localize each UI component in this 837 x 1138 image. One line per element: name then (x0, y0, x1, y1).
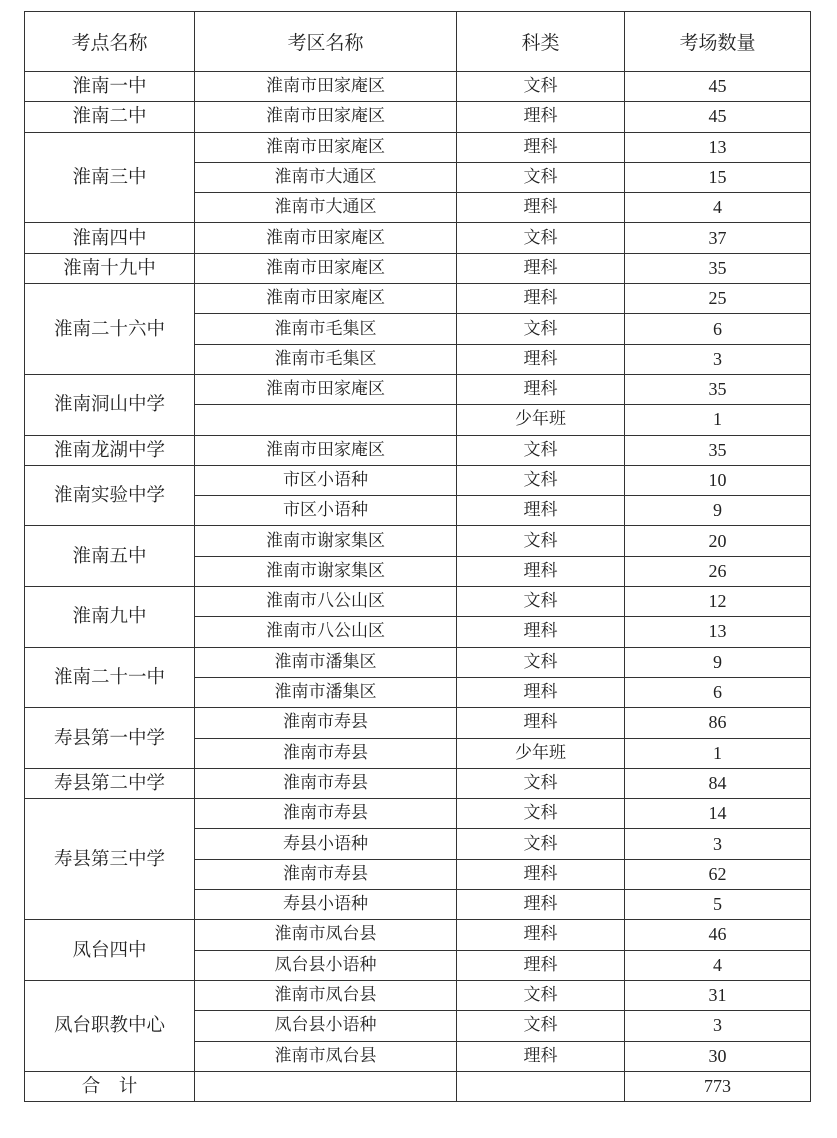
room-count-cell: 37 (625, 223, 811, 253)
district-cell: 淮南市田家庵区 (195, 223, 457, 253)
district-cell: 淮南市谢家集区 (195, 556, 457, 586)
category-cell: 理科 (457, 556, 625, 586)
district-cell: 淮南市谢家集区 (195, 526, 457, 556)
table-row (25, 526, 811, 556)
room-count-cell: 15 (625, 162, 811, 192)
room-count-cell: 62 (625, 859, 811, 889)
district-cell: 寿县小语种 (195, 829, 457, 859)
category-cell: 文科 (457, 435, 625, 465)
category-cell: 理科 (457, 617, 625, 647)
district-cell: 淮南市寿县 (195, 738, 457, 768)
category-cell: 理科 (457, 859, 625, 889)
room-count-cell: 3 (625, 344, 811, 374)
category-cell: 理科 (457, 102, 625, 132)
category-cell: 理科 (457, 284, 625, 314)
district-cell: 淮南市八公山区 (195, 587, 457, 617)
district-cell: 淮南市田家庵区 (195, 435, 457, 465)
district-cell: 淮南市田家庵区 (195, 253, 457, 283)
room-count-cell: 45 (625, 102, 811, 132)
category-cell: 文科 (457, 72, 625, 102)
total-label: 合 计 (25, 1071, 195, 1101)
exam-venue-table (24, 11, 811, 1102)
district-cell: 淮南市毛集区 (195, 314, 457, 344)
venue-name-cell: 淮南龙湖中学 (25, 435, 195, 465)
table-row (25, 799, 811, 829)
category-cell: 理科 (457, 677, 625, 707)
room-count-cell: 35 (625, 253, 811, 283)
table-row (25, 465, 811, 495)
venue-name-cell: 淮南洞山中学 (25, 374, 195, 435)
category-cell: 理科 (457, 890, 625, 920)
category-cell: 理科 (457, 193, 625, 223)
category-cell: 文科 (457, 1011, 625, 1041)
header-district: 考区名称 (195, 12, 457, 72)
header-venue: 考点名称 (25, 12, 195, 72)
room-count-cell: 31 (625, 980, 811, 1010)
venue-name-cell: 寿县第三中学 (25, 799, 195, 920)
header-category: 科类 (457, 12, 625, 72)
table-row (25, 223, 811, 253)
table-row (25, 435, 811, 465)
room-count-cell: 12 (625, 587, 811, 617)
table-body (25, 72, 811, 1072)
district-cell: 市区小语种 (195, 465, 457, 495)
category-cell: 理科 (457, 708, 625, 738)
category-cell: 理科 (457, 132, 625, 162)
table-row (25, 374, 811, 404)
district-cell: 淮南市毛集区 (195, 344, 457, 374)
district-cell: 淮南市田家庵区 (195, 374, 457, 404)
room-count-cell: 1 (625, 405, 811, 435)
room-count-cell: 45 (625, 72, 811, 102)
room-count-cell: 9 (625, 647, 811, 677)
category-cell: 理科 (457, 253, 625, 283)
room-count-cell: 35 (625, 374, 811, 404)
total-category-cell (457, 1071, 625, 1101)
room-count-cell: 20 (625, 526, 811, 556)
district-cell: 凤台县小语种 (195, 1011, 457, 1041)
table-row (25, 284, 811, 314)
district-cell (195, 405, 457, 435)
district-cell: 淮南市田家庵区 (195, 72, 457, 102)
venue-name-cell: 淮南二中 (25, 102, 195, 132)
category-cell: 理科 (457, 920, 625, 950)
district-cell: 淮南市大通区 (195, 193, 457, 223)
district-cell: 淮南市大通区 (195, 162, 457, 192)
room-count-cell: 84 (625, 768, 811, 798)
district-cell: 市区小语种 (195, 496, 457, 526)
header-row (25, 12, 811, 72)
category-cell: 文科 (457, 980, 625, 1010)
district-cell: 寿县小语种 (195, 890, 457, 920)
table-row (25, 132, 811, 162)
venue-name-cell: 淮南四中 (25, 223, 195, 253)
category-cell: 文科 (457, 768, 625, 798)
table-row (25, 253, 811, 283)
district-cell: 淮南市凤台县 (195, 980, 457, 1010)
district-cell: 淮南市寿县 (195, 768, 457, 798)
district-cell: 淮南市八公山区 (195, 617, 457, 647)
venue-name-cell: 淮南二十一中 (25, 647, 195, 708)
category-cell: 文科 (457, 162, 625, 192)
venue-name-cell: 淮南实验中学 (25, 465, 195, 526)
district-cell: 淮南市潘集区 (195, 677, 457, 707)
venue-name-cell: 淮南二十六中 (25, 284, 195, 375)
district-cell: 淮南市凤台县 (195, 1041, 457, 1071)
room-count-cell: 26 (625, 556, 811, 586)
category-cell: 理科 (457, 374, 625, 404)
room-count-cell: 86 (625, 708, 811, 738)
room-count-cell: 46 (625, 920, 811, 950)
room-count-cell: 14 (625, 799, 811, 829)
venue-name-cell: 淮南五中 (25, 526, 195, 587)
total-district-cell (195, 1071, 457, 1101)
district-cell: 淮南市田家庵区 (195, 102, 457, 132)
venue-name-cell: 淮南三中 (25, 132, 195, 223)
category-cell: 文科 (457, 587, 625, 617)
district-cell: 淮南市寿县 (195, 859, 457, 889)
venue-name-cell: 凤台职教中心 (25, 980, 195, 1071)
venue-name-cell: 淮南九中 (25, 587, 195, 648)
venue-name-cell: 淮南一中 (25, 72, 195, 102)
district-cell: 淮南市田家庵区 (195, 132, 457, 162)
room-count-cell: 4 (625, 950, 811, 980)
room-count-cell: 13 (625, 132, 811, 162)
room-count-cell: 1 (625, 738, 811, 768)
category-cell: 理科 (457, 344, 625, 374)
category-cell: 少年班 (457, 405, 625, 435)
room-count-cell: 3 (625, 829, 811, 859)
table-row (25, 647, 811, 677)
category-cell: 文科 (457, 465, 625, 495)
total-row (25, 1071, 811, 1101)
table-row (25, 980, 811, 1010)
category-cell: 理科 (457, 950, 625, 980)
table-row (25, 72, 811, 102)
table-row (25, 587, 811, 617)
room-count-cell: 13 (625, 617, 811, 647)
district-cell: 凤台县小语种 (195, 950, 457, 980)
district-cell: 淮南市潘集区 (195, 647, 457, 677)
category-cell: 文科 (457, 799, 625, 829)
room-count-cell: 6 (625, 314, 811, 344)
room-count-cell: 35 (625, 435, 811, 465)
room-count-cell: 30 (625, 1041, 811, 1071)
category-cell: 少年班 (457, 738, 625, 768)
venue-name-cell: 凤台四中 (25, 920, 195, 981)
total-count: 773 (625, 1071, 811, 1101)
category-cell: 文科 (457, 314, 625, 344)
district-cell: 淮南市田家庵区 (195, 284, 457, 314)
room-count-cell: 4 (625, 193, 811, 223)
category-cell: 文科 (457, 526, 625, 556)
category-cell: 文科 (457, 223, 625, 253)
room-count-cell: 6 (625, 677, 811, 707)
category-cell: 文科 (457, 647, 625, 677)
table-row (25, 768, 811, 798)
district-cell: 淮南市凤台县 (195, 920, 457, 950)
table-row (25, 102, 811, 132)
district-cell: 淮南市寿县 (195, 708, 457, 738)
category-cell: 文科 (457, 829, 625, 859)
category-cell: 理科 (457, 496, 625, 526)
header-room-count: 考场数量 (625, 12, 811, 72)
room-count-cell: 5 (625, 890, 811, 920)
district-cell: 淮南市寿县 (195, 799, 457, 829)
table-row (25, 920, 811, 950)
room-count-cell: 3 (625, 1011, 811, 1041)
room-count-cell: 9 (625, 496, 811, 526)
room-count-cell: 10 (625, 465, 811, 495)
venue-name-cell: 寿县第二中学 (25, 768, 195, 798)
table-row (25, 708, 811, 738)
category-cell: 理科 (457, 1041, 625, 1071)
room-count-cell: 25 (625, 284, 811, 314)
venue-name-cell: 淮南十九中 (25, 253, 195, 283)
venue-name-cell: 寿县第一中学 (25, 708, 195, 769)
